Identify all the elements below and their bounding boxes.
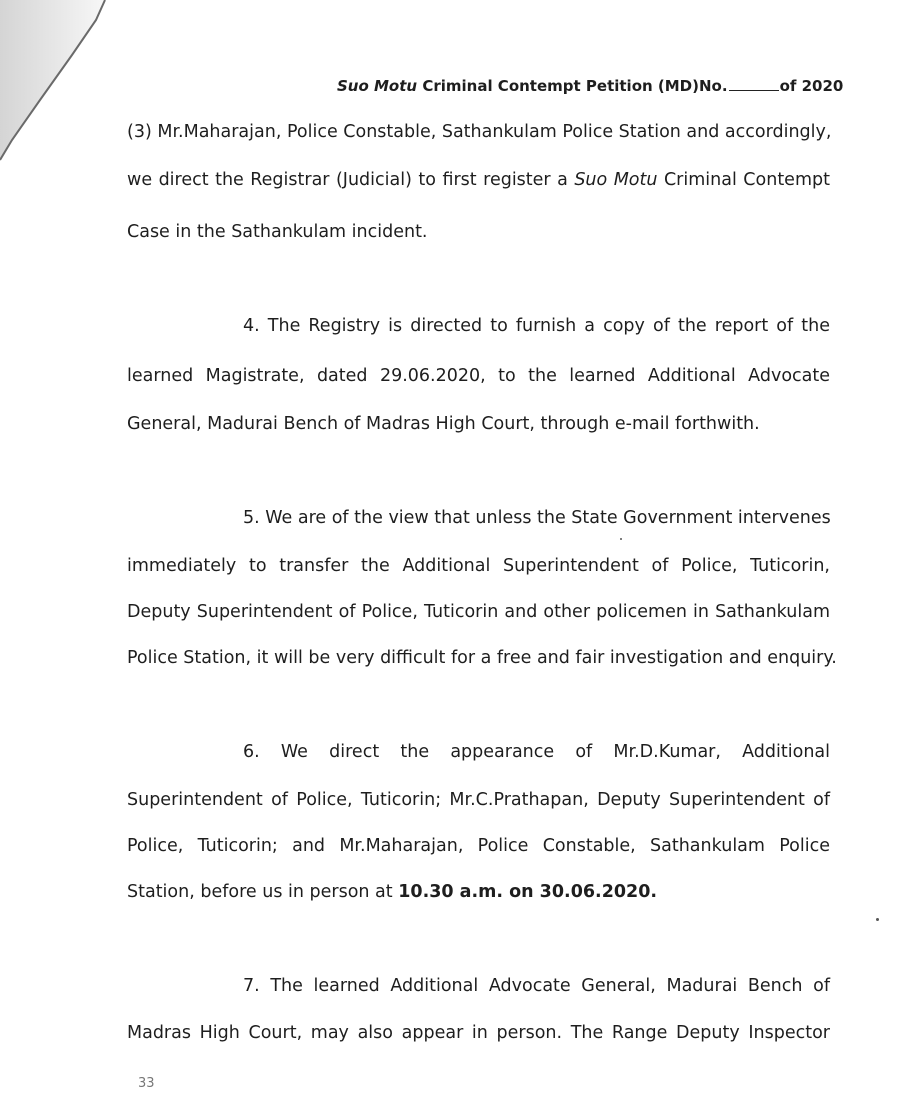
para6-line-2: Superintendent of Police, Tuticorin; Mr.C.Prathapan, Deputy Superintendent of: [127, 790, 830, 810]
para3-line-2-italic: Suo Motu: [574, 170, 658, 190]
speck-mark: [876, 918, 879, 921]
page-number: 33: [138, 1076, 155, 1091]
para5-line-1: 5. We are of the view that unless the State Government intervenes: [243, 508, 831, 528]
page-fold-shadow: [0, 0, 120, 170]
para4-line-2: learned Magistrate, dated 29.06.2020, to the learned Additional Advocate: [127, 366, 830, 386]
para3-line-2-a: we direct the Registrar (Judicial) to first register a: [127, 170, 568, 190]
para3-line-1: (3) Mr.Maharajan, Police Constable, Sathankulam Police Station and accordingly,: [127, 122, 832, 142]
para5-line-2: immediately to transfer the Additional Superintendent of Police, Tuticorin,: [127, 556, 830, 576]
para5-line-4: Police Station, it will be very difficult for a free and fair investigation and enquiry.: [127, 648, 837, 668]
document-header: [337, 77, 844, 95]
header-italic: Suo Motu: [337, 77, 418, 95]
para6-line-4: [127, 882, 830, 902]
speck-mark: [620, 538, 622, 540]
para3-line-2-b: Criminal Contempt: [663, 170, 830, 190]
para6-line-4-bold: 10.30 a.m. on 30.06.2020.: [398, 882, 658, 902]
header-suffix: of 2020: [779, 77, 844, 95]
para3-line-3: Case in the Sathankulam incident.: [127, 222, 428, 242]
para4-line-3: General, Madurai Bench of Madras High Court, through e-mail forthwith.: [127, 414, 760, 434]
para7-line-2: Madras High Court, may also appear in person. The Range Deputy Inspector: [127, 1023, 830, 1043]
para7-line-1: 7. The learned Additional Advocate General, Madurai Bench of: [243, 976, 830, 996]
para3-line-2: [127, 170, 830, 190]
para5-line-3: Deputy Superintendent of Police, Tuticorin and other policemen in Sathankulam: [127, 602, 830, 622]
header-blank: [729, 90, 779, 91]
para6-line-1: 6. We direct the appearance of Mr.D.Kumar, Additional: [243, 742, 830, 762]
para6-line-3: Police, Tuticorin; and Mr.Maharajan, Police Constable, Sathankulam Police: [127, 836, 830, 856]
para6-line-4-a: Station, before us in person at: [127, 882, 393, 902]
header-title: Criminal Contempt Petition (MD)No.: [422, 77, 728, 95]
para4-line-1: 4. The Registry is directed to furnish a copy of the report of the: [243, 316, 830, 336]
